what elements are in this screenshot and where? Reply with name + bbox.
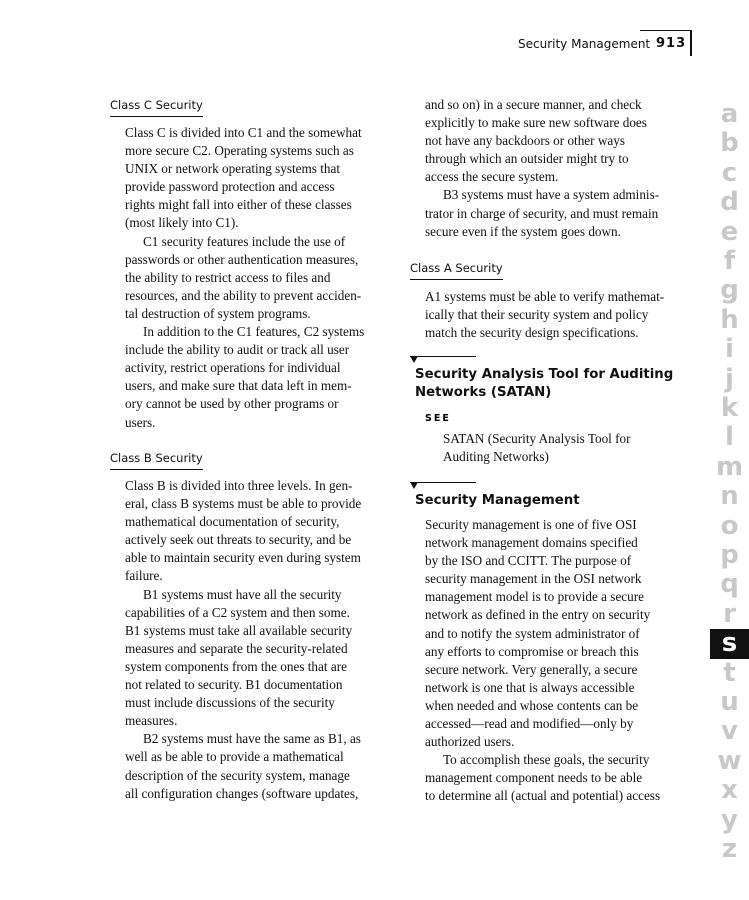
class-a-body <box>425 288 705 342</box>
text-line: well as be able to provide a mathematical <box>125 749 344 765</box>
text-line: B3 systems must have a system adminis- <box>443 187 660 203</box>
text-line: measures and separate the security-related <box>125 640 348 656</box>
text-line: mathematical documentation of security, <box>125 514 340 530</box>
left-column <box>110 96 395 117</box>
paragraph <box>125 124 397 233</box>
text-line: match the security design specifications. <box>425 325 639 341</box>
paragraph <box>425 186 705 240</box>
text-line: through which an outsider might try to <box>425 151 629 167</box>
class-a-heading: Class A Security <box>410 259 700 280</box>
text-line: In addition to the C1 features, C2 systems <box>143 324 365 340</box>
text-line: and so on) in a secure manner, and check <box>425 97 642 112</box>
text-line: more secure C2. Operating systems such as <box>125 143 354 159</box>
running-head <box>470 36 690 56</box>
text-line: capabilities of a C2 system and then some. <box>125 604 350 620</box>
thumb-index-letter-r[interactable]: r <box>723 598 736 629</box>
text-line: rights might fall into either of these classes <box>125 197 352 213</box>
text-line: all configuration changes (software updates, <box>125 785 359 801</box>
thumb-index-letter-c[interactable]: c <box>721 157 738 188</box>
text-line: tal destruction of system programs. <box>125 305 311 321</box>
text-line: any efforts to compromise or breach this <box>425 643 639 659</box>
text-line: management component needs to be able <box>425 770 643 786</box>
thumb-index-letter-p[interactable]: p <box>720 540 739 570</box>
text-line: access the secure system. <box>425 169 559 185</box>
thumb-index-letter-i[interactable]: i <box>725 334 734 365</box>
text-line: accessed—read and modified—only by <box>425 716 634 732</box>
thumb-index-letter-w[interactable]: w <box>717 745 742 776</box>
text-line: A1 systems must be able to verify mathemat- <box>425 289 665 304</box>
text-line: secure network. Very generally, a secure <box>425 661 638 677</box>
class-b-heading: Class B Security <box>110 449 395 470</box>
text-line: authorized users. <box>425 734 515 750</box>
see-label: SEE <box>425 413 451 424</box>
class-b-section <box>110 449 395 470</box>
text-line: to determine all (actual and potential) access <box>425 788 661 804</box>
text-line: resources, and the ability to prevent acciden- <box>125 287 362 303</box>
text-line: not related to security. B1 documentation <box>125 677 343 693</box>
thumb-index-letter-a[interactable]: a <box>720 99 739 129</box>
running-head-title: Security Management <box>518 37 651 51</box>
text-line: trator in charge of security, and must remain <box>425 205 659 221</box>
thumb-index-letter-m[interactable]: m <box>715 451 744 482</box>
text-line: ically that their security system and policy <box>425 307 649 323</box>
entry-rule <box>410 356 476 357</box>
text-line: ory cannot be used by other programs or <box>125 396 339 412</box>
paragraph <box>425 516 705 751</box>
security-management-body <box>425 516 705 806</box>
entry-marker-icon <box>410 356 418 363</box>
text-line: Class B is divided into three levels. In gen- <box>125 478 353 493</box>
text-line: provide password protection and access <box>125 179 335 195</box>
thumb-index-letter-v[interactable]: v <box>721 716 738 747</box>
paragraph <box>125 233 397 323</box>
text-line: B2 systems must have the same as B1, as <box>143 731 361 747</box>
satan-entry-heading: Security Analysis Tool for Auditing Networks (SATAN) <box>415 367 674 400</box>
continuation-body <box>425 96 705 241</box>
text-line: Class C is divided into C1 and the somewhat <box>125 125 362 140</box>
text-line: B1 systems must have all the security <box>143 586 342 602</box>
text-line: Security management is one of five OSI <box>425 517 637 532</box>
paragraph <box>125 730 397 802</box>
text-line: B1 systems must take all available security <box>125 622 353 638</box>
text-line: management model is to provide a secure <box>425 589 644 605</box>
thumb-index-letter-x[interactable]: x <box>721 775 738 806</box>
text-line: network management domains specified <box>425 535 638 551</box>
text-line: passwords or other authentication measures, <box>125 251 359 267</box>
paragraph <box>125 477 397 586</box>
entry-marker-icon <box>410 482 418 489</box>
thumb-index-letter-b[interactable]: b <box>720 128 739 159</box>
thumb-index-letter-j[interactable]: j <box>725 363 734 394</box>
text-line: system components from the ones that are <box>125 658 347 674</box>
entry-rule <box>410 482 476 483</box>
text-line: To accomplish these goals, the security <box>443 752 650 768</box>
text-line: description of the security system, manage <box>125 767 350 783</box>
text-line: UNIX or network operating systems that <box>125 161 340 177</box>
class-c-body <box>125 124 397 432</box>
thumb-index-letter-d[interactable]: d <box>720 187 739 218</box>
see-reference: SATAN (Security Analysis Tool for Auditing Networks) <box>443 431 631 465</box>
security-management-heading: Security Management <box>415 493 580 508</box>
paragraph <box>125 323 397 432</box>
text-line: not have any backdoors or other ways <box>425 133 625 149</box>
thumb-index-letter-f[interactable]: f <box>723 246 736 276</box>
running-head-rule <box>640 30 692 31</box>
thumb-index-letter-l[interactable]: l <box>725 422 734 453</box>
paragraph <box>425 288 705 342</box>
paragraph <box>125 586 397 731</box>
text-line: by the ISO and CCITT. The purpose of <box>425 553 632 569</box>
text-line: when needed and whose contents can be <box>425 697 639 713</box>
text-line: C1 security features include the use of <box>143 233 346 249</box>
text-line: measures. <box>125 713 178 729</box>
text-line: and to notify the system administrator of <box>425 625 640 641</box>
thumb-index-letter-h[interactable]: h <box>720 304 739 335</box>
paragraph <box>425 96 705 186</box>
thumb-index-letter-t[interactable]: t <box>723 657 736 688</box>
thumb-index-letter-z[interactable]: z <box>721 834 738 864</box>
thumb-index-letter-q[interactable]: q <box>720 569 739 600</box>
text-line: eral, class B systems must be able to provide <box>125 496 362 512</box>
page-number: 913 <box>656 36 687 51</box>
text-line: actively seek out threats to security, and be <box>125 532 352 548</box>
text-line: security management in the OSI network <box>425 571 642 587</box>
text-line: must include discussions of the security <box>125 695 335 711</box>
text-line: able to maintain security even during system <box>125 550 361 566</box>
text-line: users, and make sure that data left in mem- <box>125 378 352 394</box>
thumb-index-letter-y[interactable]: y <box>721 804 738 835</box>
thumb-index-letter-g[interactable]: g <box>720 275 739 306</box>
running-head-vertical-rule <box>690 30 692 56</box>
text-line: the ability to restrict access to files and <box>125 269 331 285</box>
thumb-index-letter-k[interactable]: k <box>720 393 739 423</box>
text-line: include the ability to audit or track all user <box>125 342 350 358</box>
thumb-index-letter-s[interactable]: s <box>710 629 749 658</box>
text-line: explicitly to make sure new software does <box>425 115 647 131</box>
thumb-index-letter-u[interactable]: u <box>720 687 739 717</box>
class-c-heading: Class C Security <box>110 96 395 117</box>
text-line: users. <box>125 414 156 430</box>
text-line: activity, restrict operations for individual <box>125 360 341 376</box>
thumb-index-letter-n[interactable]: n <box>720 481 739 512</box>
text-line: network is one that is always accessible <box>425 679 635 695</box>
paragraph <box>425 751 705 805</box>
text-line: network as defined in the entry on security <box>425 607 651 623</box>
thumb-index-letter-o[interactable]: o <box>720 510 739 541</box>
class-a-section <box>410 259 700 280</box>
thumb-index-letter-e[interactable]: e <box>720 216 739 247</box>
text-line: secure even if the system goes down. <box>425 223 621 239</box>
class-b-body <box>125 477 397 803</box>
text-line: failure. <box>125 568 163 584</box>
text-line: (most likely into C1). <box>125 215 239 231</box>
